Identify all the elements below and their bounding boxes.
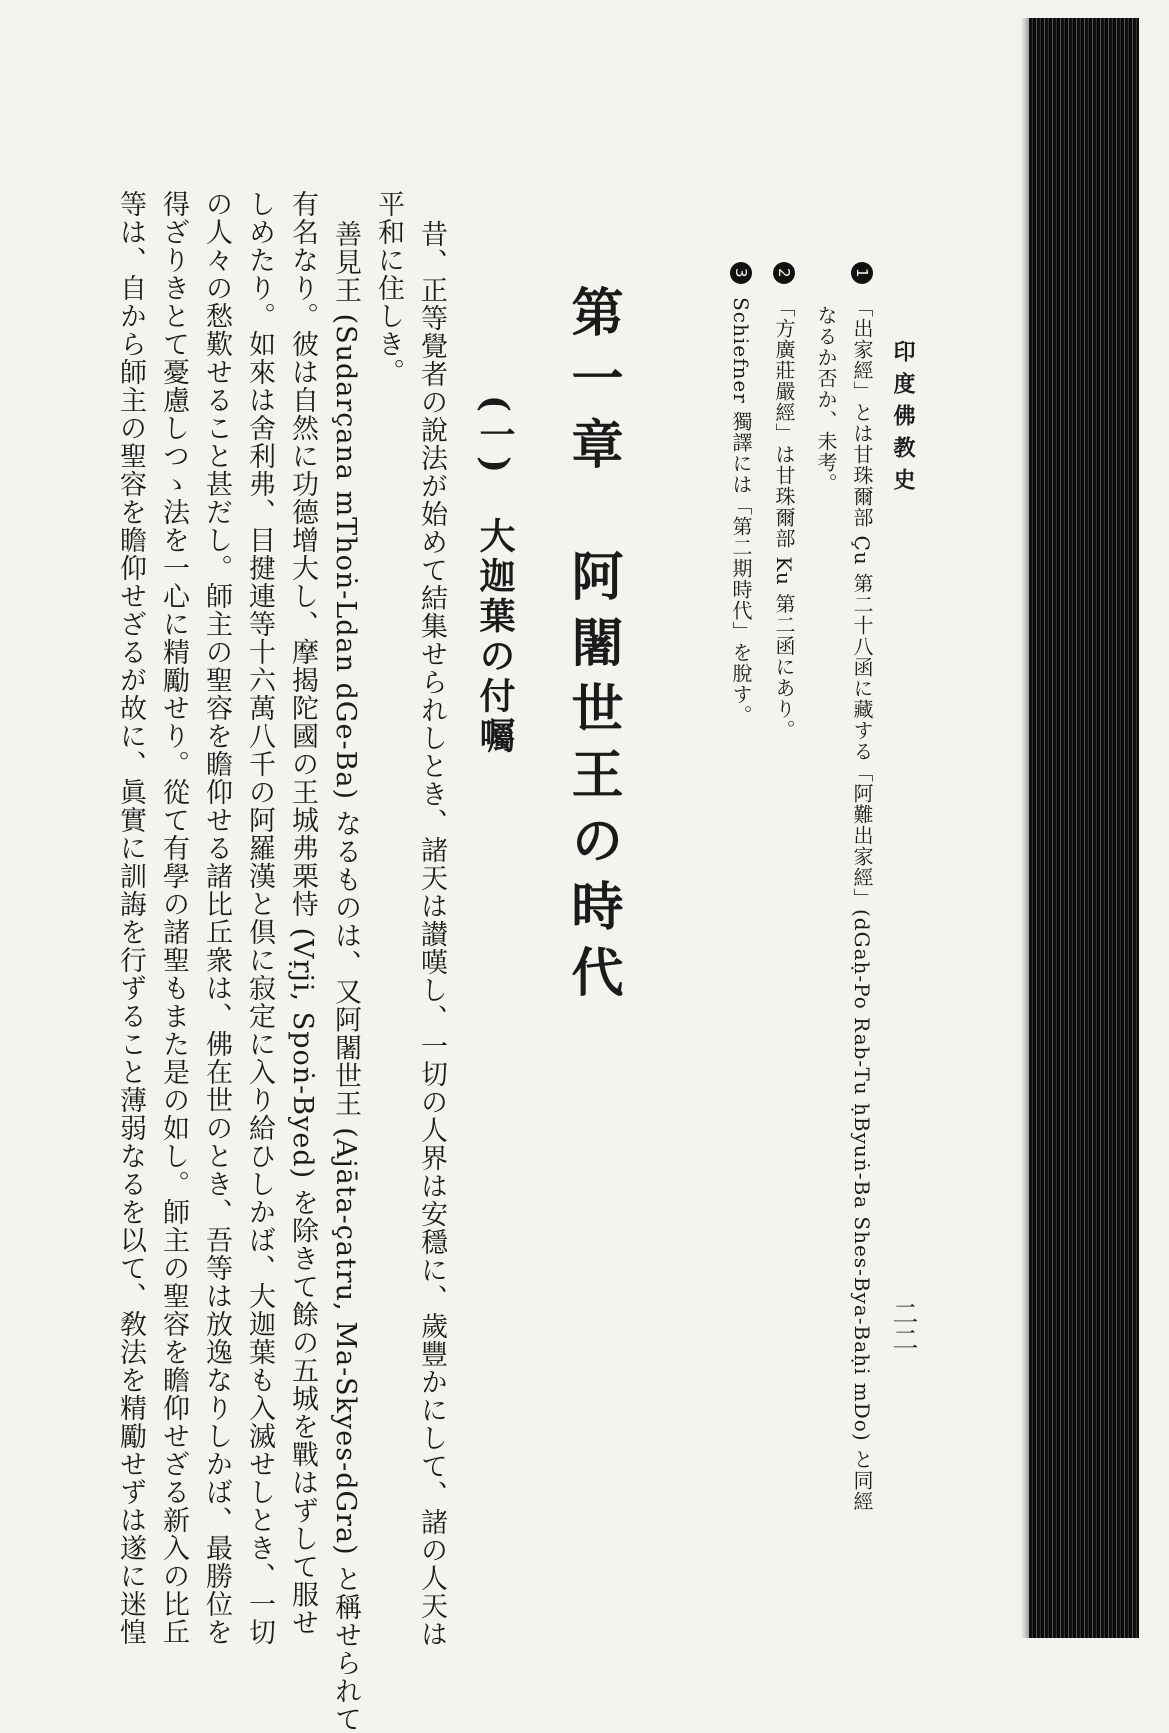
- running-title: 印度佛教史: [890, 340, 916, 500]
- footnote-marker-1: 1: [851, 262, 873, 284]
- footnote-3-text: Schiefner 獨譯には「第二期時代」を脫す。: [729, 297, 753, 727]
- footnote-marker-3: 3: [730, 262, 752, 284]
- section-title: (一) 大迦葉の付囑: [474, 395, 516, 758]
- footnote-3: [727, 262, 756, 726]
- binding-shadow: [1021, 18, 1029, 1638]
- body-line-2: 平和に住しき。: [373, 190, 404, 386]
- footnote-2-text: 「方廣莊嚴經」は甘珠爾部 Ku 第二函にあり。: [772, 297, 796, 741]
- chapter-title: 第一章 阿闍世王の時代: [562, 285, 623, 1011]
- footnote-1: [848, 262, 877, 1512]
- footnote-1-text: 「出家經」とは甘珠爾部 Çu 第二十八函に藏する「阿難出家經」(dGaḥ-Po Rab-Tu ḥByuṅ-Ba Shes-Bya-Baḥi mDo) と同經: [850, 297, 874, 1512]
- footnote-2: [770, 262, 799, 740]
- page-number: 二二: [888, 1300, 918, 1352]
- body-line-3: 善見王 (Sudarçana mThoṅ-Ldan dGe-Ba) なるものは、又阿闍世王 (Ajāta-çatru, Ma-Skyes-dGra) と稱せられて: [330, 220, 361, 1733]
- book-binding: [1029, 18, 1139, 1638]
- footnote-1-continuation: なるか否か、未考。: [814, 305, 838, 494]
- body-line-5: しめたり。如來は舍利弗、目揵連等十六萬八千の阿羅漢と倶に寂定に入り給ひしかば、大迦葉も入滅せしとき、一切: [244, 190, 275, 1646]
- footnote-marker-2: 2: [773, 262, 795, 284]
- body-line-7: 得ざりきとて憂慮しつゝ法を一心に精勵せり。從て有學の諸聖もまた是の如し。師主の聖容を瞻仰せざる新入の比丘: [158, 190, 189, 1646]
- body-line-4: 有名なり。彼は自然に功德增大し、摩揭陀國の王城弗栗恃 (Vṛji, Spoṅ-Byed) を除きて餘の五城を戰はずして服せ: [287, 190, 318, 1637]
- body-line-1: 昔、正等覺者の說法が始めて結集せられしとき、諸天は讃嘆し、一切の人界は安穩に、歲豐かにして、諸の人天は: [416, 220, 447, 1648]
- body-line-6: の人々の愁歎せること甚だし。師主の聖容を瞻仰せる諸比丘衆は、佛在世のとき、吾等は放逸なりしかば、最勝位を: [201, 190, 232, 1646]
- body-line-8: 等は、自から師主の聖容を瞻仰せざるが故に、眞實に訓誨を行ずること薄弱なるを以て、敎法を精勵せずは遂に迷惶: [115, 190, 146, 1646]
